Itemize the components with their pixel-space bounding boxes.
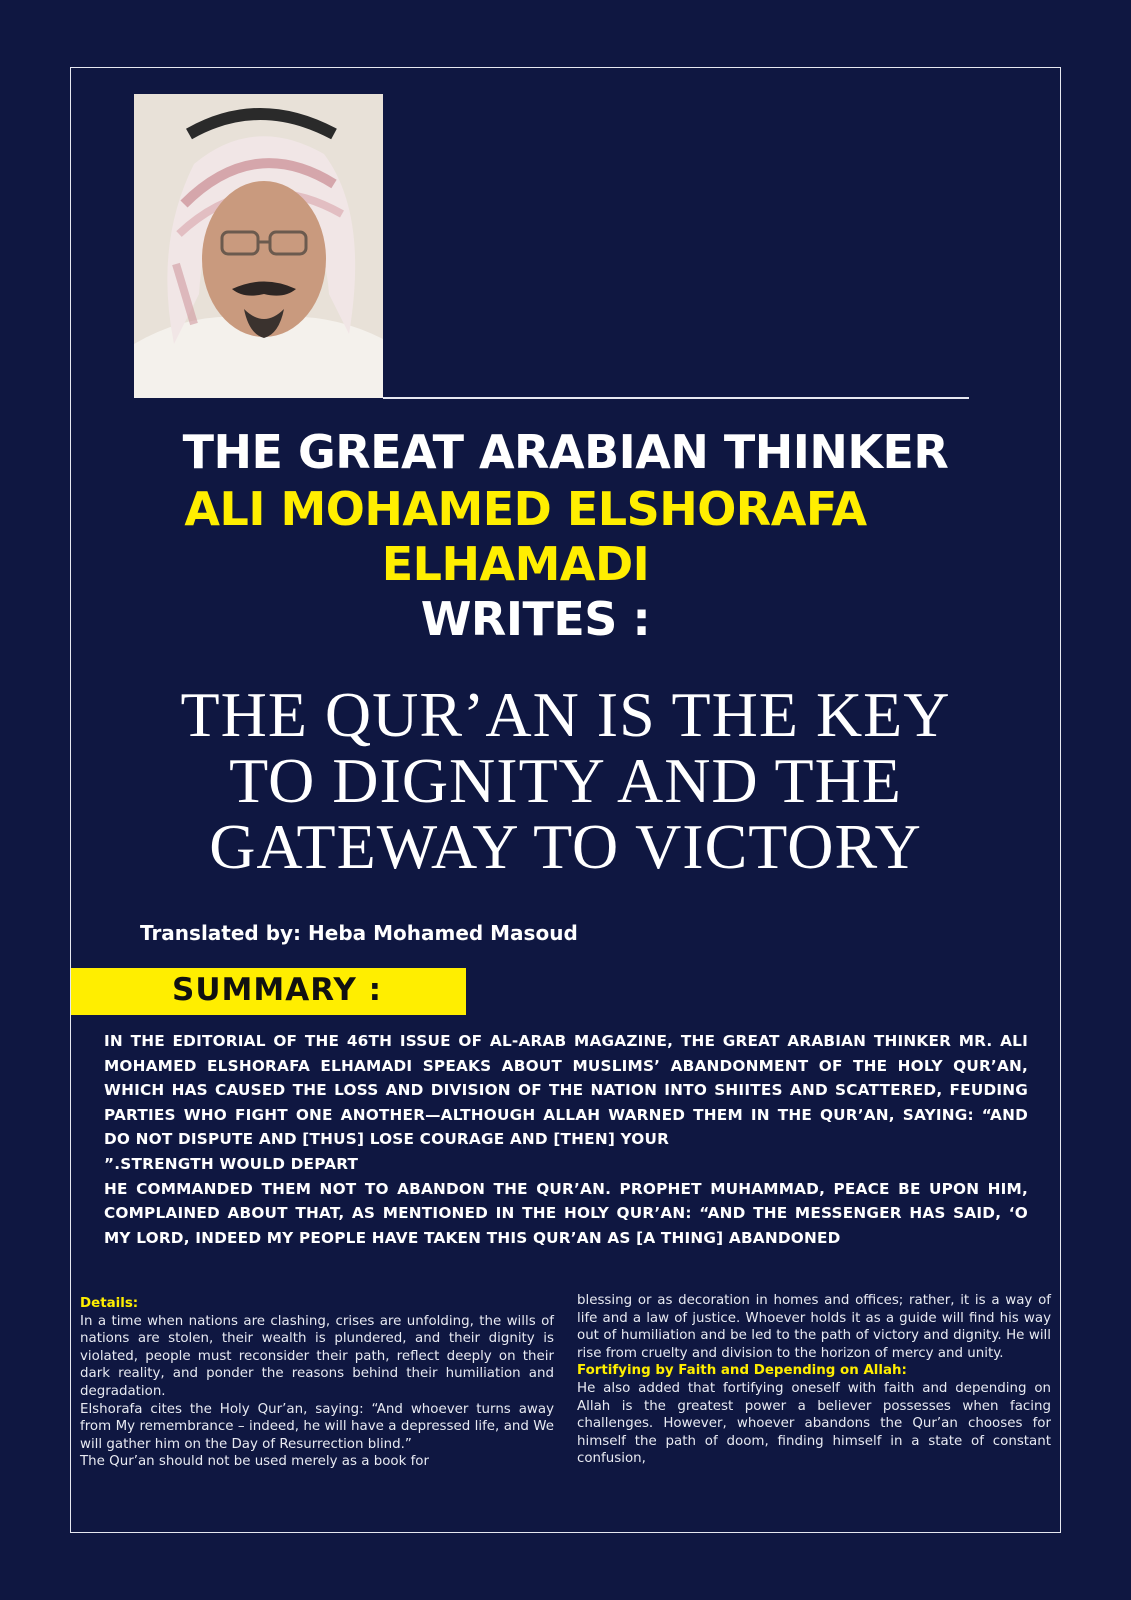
right-paragraph-1: blessing or as decoration in homes and offices; rather, it is a way of life and a law of justice. Whoever holds it as a guide will find his way out of humiliation and be led to the path of victory and dignity. He will rise from cruelty and division to the horizon of mercy and unity.: [577, 1293, 1051, 1361]
summary-label: SUMMARY :: [172, 972, 383, 1008]
translator-credit: Translated by: Heba Mohamed Masoud: [140, 921, 578, 945]
details-paragraph-1: In a time when nations are clashing, crises are unfolding, the wills of nations are stolen, their wealth is plundered, and their dignity is violated, people must reconsider their path, reflect deeply on their dark reality, and ponder the reasons behind their humiliation and degradation.: [80, 1313, 554, 1399]
details-paragraph-2: Elshorafa cites the Holy Qur’an, saying: “And whoever turns away from My remembrance – indeed, he will have a depressed life, and We will gather him on the Day of Resurrection blind.”: [80, 1401, 554, 1452]
heading-writes: WRITES :: [420, 592, 651, 646]
article-title-line-3: GATEWAY TO VICTORY: [209, 811, 922, 882]
heading-author-surname: ELHAMADI: [381, 537, 650, 591]
heading-author-name: ALI MOHAMED ELSHORAFA: [184, 482, 867, 536]
details-column-right: [577, 1292, 1051, 1468]
right-subheading: Fortifying by Faith and Depending on Allah:: [577, 1363, 907, 1379]
summary-text: [104, 1029, 1028, 1250]
details-column-left: [80, 1295, 554, 1471]
details-heading: Details:: [80, 1296, 139, 1311]
author-portrait-image: [134, 94, 383, 398]
summary-paragraph-1: IN THE EDITORIAL OF THE 46TH ISSUE OF AL-ARAB MAGAZINE, THE GREAT ARABIAN THINKER MR. ALI MOHAMED ELSHORAFA ELHAMADI SPEAKS ABOUT MUSLIMS’ ABANDONMENT OF THE HOLY QUR’AN, WHICH HAS CAUSED THE LOSS AND DIVISION OF THE NATION INTO SHIITES AND SCATTERED, FEUDING PARTIES WHO FIGHT ONE ANOTHER—ALTHOUGH ALLAH WARNED THEM IN THE QUR’AN, SAYING: “AND DO NOT DISPUTE AND [THUS] LOSE COURAGE AND [THEN] YOUR: [104, 1032, 1028, 1149]
summary-paragraph-2: HE COMMANDED THEM NOT TO ABANDON THE QUR’AN. PROPHET MUHAMMAD, PEACE BE UPON HIM, COMPLAINED ABOUT THAT, AS MENTIONED IN THE HOLY QUR’AN: “AND THE MESSENGER HAS SAID, ‘O MY LORD, INDEED MY PEOPLE HAVE TAKEN THIS QUR’AN AS [A THING] ABANDONED: [104, 1179, 1028, 1247]
author-photo: [134, 94, 383, 398]
details-paragraph-3: The Qur’an should not be used merely as a book for: [80, 1454, 429, 1470]
article-title-line-1: THE QUR’AN IS THE KEY: [180, 679, 951, 750]
heading-line-1: THE GREAT ARABIAN THINKER: [182, 425, 949, 479]
article-title-line-2: TO DIGNITY AND THE: [229, 745, 902, 816]
right-paragraph-2: He also added that fortifying oneself with faith and depending on Allah is the greatest power a believer possesses when facing challenges. However, whoever abandons the Qur’an chooses for himself the path of doom, finding himself in a state of constant confusion,: [577, 1380, 1051, 1467]
header-divider: [383, 397, 969, 399]
summary-paragraph-1-end: ”.STRENGTH WOULD DEPART: [104, 1154, 359, 1173]
